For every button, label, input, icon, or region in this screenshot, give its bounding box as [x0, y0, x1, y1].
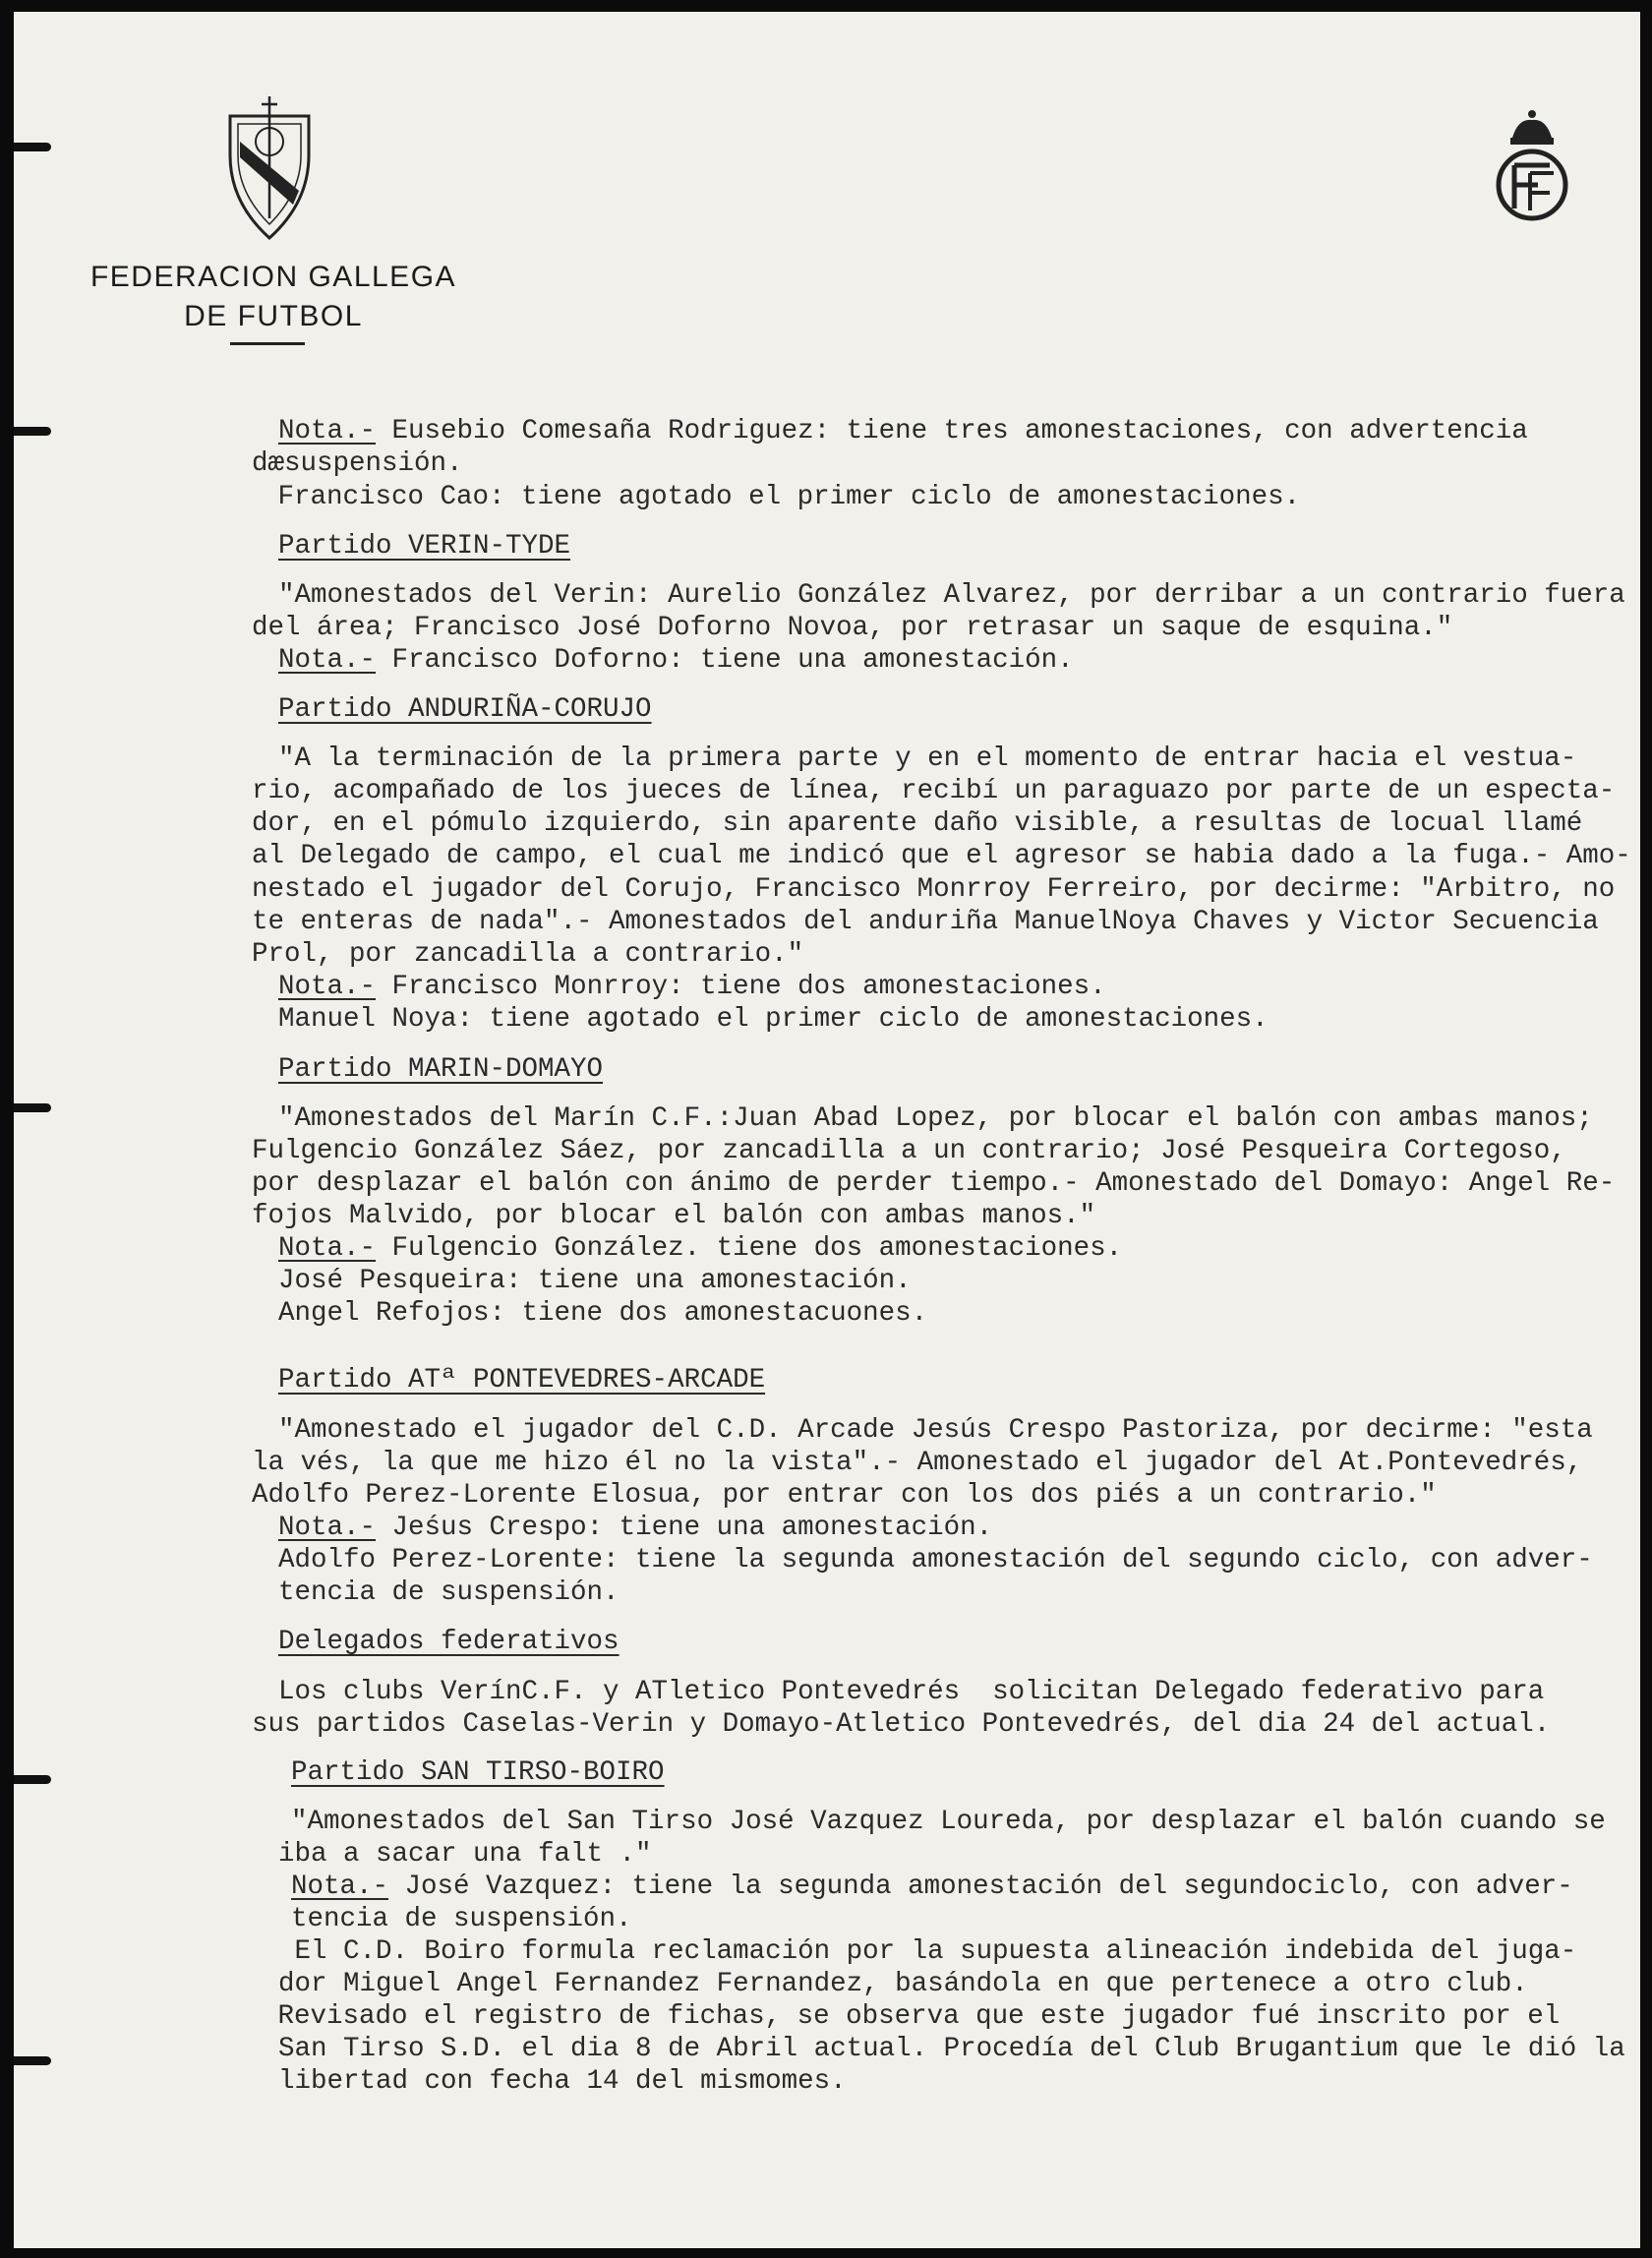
- nota-line: [291, 1871, 1573, 1904]
- nota-line: [278, 971, 1106, 1004]
- body-line: del área; Francisco José Doforno Novoa, por retrasar un saque de esquina.": [252, 613, 1453, 643]
- body-line: la vés, la que me hizo él no la vista".- Amonestado el jugador del At.Pontevedrés,: [252, 1448, 1583, 1478]
- body-line: Adolfo Perez-Lorente Elosua, por entrar con los dos piés a un contrario.": [252, 1480, 1437, 1511]
- nota-label: Nota.-: [278, 1233, 377, 1264]
- section-heading: Partido MARIN-DOMAYO: [278, 1054, 604, 1085]
- section-heading: Partido ANDURIÑA-CORUJO: [278, 694, 652, 725]
- nota-line: [278, 644, 1074, 678]
- body-line: Angel Refojos: tiene dos amonestacuones.: [278, 1298, 928, 1329]
- nota-line: [278, 1232, 1122, 1266]
- nota-text: Eusebio Comesaña Rodriguez: tiene tres amonestaciones, con advertencia: [376, 416, 1528, 446]
- body-line: por desplazar el balón con ánimo de perder tiempo.- Amonestado del Domayo: Angel Re-: [252, 1168, 1616, 1199]
- body-line: libertad con fecha 14 del mismomes.: [278, 2066, 847, 2097]
- body-line: Los clubs VerínC.F. y ATletico Pontevedrés solicitan Delegado federativo para: [278, 1677, 1545, 1707]
- body-line: Francisco Cao: tiene agotado el primer ciclo de amonestaciones.: [262, 482, 1301, 512]
- section-heading: Partido VERIN-TYDE: [278, 531, 571, 562]
- section-heading: Delegados federativos: [278, 1627, 620, 1657]
- body-line: iba a sacar una falt .": [278, 1839, 652, 1870]
- federation-name-line2: DE FUTBOL: [184, 300, 363, 332]
- nota-label: Nota.-: [291, 1872, 389, 1902]
- nota-text: Jeśus Crespo: tiene una amonestación.: [376, 1513, 993, 1543]
- nota-label: Nota.-: [278, 1513, 377, 1543]
- body-line: "Amonestados del Marín C.F.:Juan Abad Lopez, por blocar el balón con ambas manos;: [278, 1103, 1593, 1134]
- federation-name-line1: FEDERACION GALLEGA: [89, 261, 457, 293]
- body-line: dor, en el pómulo izquierdo, sin aparente daño visible, a resultas de locual llamé: [252, 808, 1583, 839]
- body-line: tencia de suspensión.: [278, 1577, 620, 1608]
- body-line: José Pesqueira: tiene una amonestación.: [278, 1266, 912, 1296]
- body-line: San Tirso S.D. el dia 8 de Abril actual. Procedía del Club Brugantium que le dió la: [278, 2034, 1625, 2064]
- body-line: "Amonestados del San Tirso José Vazquez Loureda, por desplazar el balón cuando se: [291, 1807, 1606, 1837]
- body-line: "A la terminación de la primera parte y en el momento de entrar hacia el vestua-: [278, 743, 1577, 774]
- nota-text: Fulgencio González. tiene dos amonestaciones.: [376, 1233, 1123, 1264]
- nota-label: Nota.-: [278, 416, 377, 446]
- nota-text: José Vazquez: tiene la segunda amonestación del segundociclo, con adver-: [388, 1872, 1573, 1902]
- body-line: al Delegado de campo, el cual me indicó que el agresor se habia dado a la fuga.- Amo-: [252, 841, 1631, 871]
- body-line: Prol, por zancadilla a contrario.": [252, 939, 804, 970]
- section-heading: Partido ATª PONTEVEDRES-ARCADE: [278, 1365, 766, 1396]
- body-line: dor Miguel Angel Fernandez Fernandez, basándola en que pertenece a otro club.: [278, 1969, 1528, 1999]
- document-page: [14, 12, 1640, 2248]
- nota-line: [278, 415, 1528, 448]
- nota-label: Nota.-: [278, 645, 377, 676]
- body-line: "Amonestados del Verin: Aurelio González Alvarez, por derribar a un contrario fuera: [278, 580, 1625, 611]
- body-line: tencia de suspensión.: [291, 1904, 632, 1934]
- body-line: "Amonestado el jugador del C.D. Arcade Jesús Crespo Pastoriza, por decirme: "esta: [278, 1415, 1593, 1446]
- nota-label: Nota.-: [278, 972, 377, 1002]
- body-line: fojos Malvido, por blocar el balón con ambas manos.": [252, 1201, 1096, 1231]
- body-line: Fulgencio González Sáez, por zancadilla a un contrario; José Pesqueira Cortegoso,: [252, 1136, 1566, 1166]
- nota-text: Francisco Monrroy: tiene dos amonestaciones.: [376, 972, 1106, 1002]
- body-line: Manuel Noya: tiene agotado el primer ciclo de amonestaciones.: [278, 1004, 1268, 1035]
- section-heading: Partido SAN TIRSO-BOIRO: [291, 1757, 665, 1788]
- nota-line: [278, 1512, 992, 1545]
- body-line: sus partidos Caselas-Verin y Domayo-Atletico Pontevedrés, del dia 24 del actual.: [252, 1709, 1551, 1740]
- body-line: nestado el jugador del Corujo, Francisco Monrroy Ferreiro, por decirme: "Arbitro, no: [252, 874, 1616, 905]
- body-line: El C.D. Boiro formula reclamación por la supuesta alineación indebida del juga-: [278, 1936, 1577, 1967]
- body-line: te enteras de nada".- Amonestados del anduriña ManuelNoya Chaves y Victor Secuencia: [252, 907, 1599, 937]
- minutes-text: [14, 12, 1640, 2248]
- nota-text: Francisco Doforno: tiene una amonestación.: [376, 645, 1074, 676]
- body-line: dæsuspensión.: [252, 448, 463, 479]
- body-line: Revisado el registro de fichas, se observa que este jugador fué inscrito por el: [262, 2001, 1561, 2032]
- body-line: rio, acompañado de los jueces de línea, recibí un paraguazo por parte de un especta-: [252, 776, 1616, 806]
- body-line: Adolfo Perez-Lorente: tiene la segunda amonestación del segundo ciclo, con adver-: [278, 1545, 1593, 1575]
